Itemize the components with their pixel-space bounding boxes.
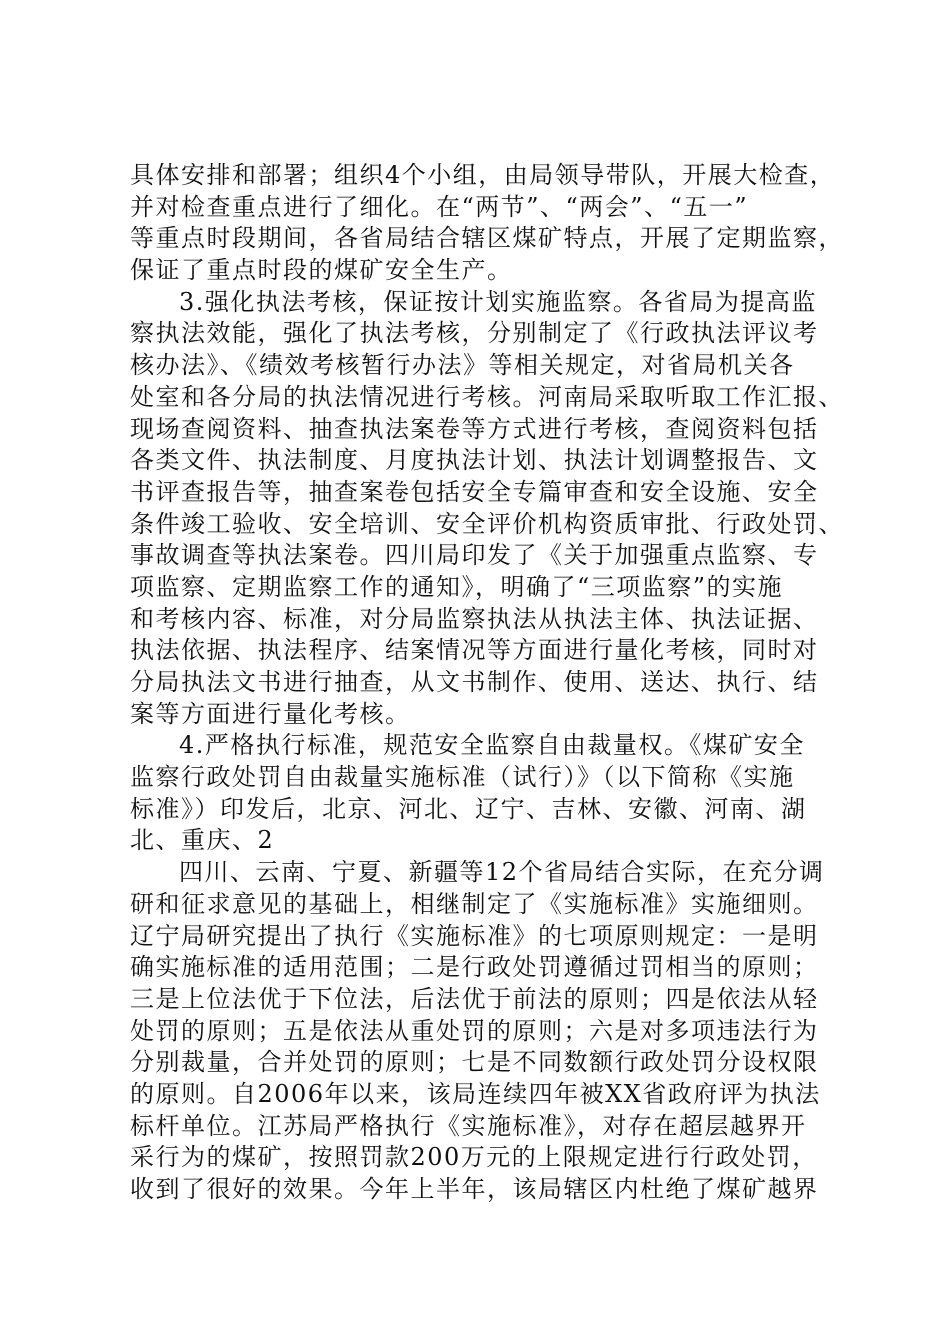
- text-line: 处罚的原则；五是依法从重处罚的原则；六是对多项违法行为: [130, 1016, 819, 1045]
- text-line: 等重点时段期间，各省局结合辖区煤矿特点，开展了定期监察，: [130, 224, 844, 253]
- text-line: 案等方面进行量化考核。: [130, 699, 411, 728]
- text-line: 四川、云南、宁夏、新疆等12个省局结合实际，在充分调: [179, 858, 825, 887]
- text-line: 三是上位法优于下位法，后法优于前法的原则；四是依法从轻: [130, 984, 819, 1013]
- text-line: 处室和各分局的执法情况进行考核。河南局采取听取工作汇报、: [130, 382, 844, 411]
- text-line: 察执法效能，强化了执法考核，分别制定了《行政执法评议考: [130, 319, 819, 348]
- text-line: 标杆单位。江苏局严格执行《实施标准》，对存在超层越界开: [130, 1111, 807, 1140]
- text-line: 确实施标准的适用范围；二是行政处罚遵循过罚相当的原则；: [130, 953, 819, 982]
- text-line: 核办法》、《绩效考核暂行办法》等相关规定，对省局机关各: [130, 351, 795, 380]
- text-line: 4.严格执行标准，规范安全监察自由裁量权。《煤矿安全: [179, 731, 805, 760]
- text-line: 3.强化执法考核，保证按计划实施监察。各省局为提高监: [179, 287, 817, 316]
- text-line: 项监察、定期监察工作的通知》，明确了“三项监察”的实施: [130, 572, 784, 601]
- text-line: 采行为的煤矿，按照罚款200万元的上限规定进行行政处罚，: [130, 1143, 818, 1172]
- text-line: 分别裁量，合并处罚的原则；七是不同数额行政处罚分设权限: [130, 1048, 819, 1077]
- text-line: 条件竣工验收、安全培训、安全评价机构资质审批、行政处罚、: [130, 509, 844, 538]
- text-line: 并对检查重点进行了细化。在“两节”、“两会”、“五一”: [130, 192, 749, 221]
- text-line: 辽宁局研究提出了执行《实施标准》的七项原则规定：一是明: [130, 921, 819, 950]
- text-line: 具体安排和部署；组织4个小组，由局领导带队，开展大检查，: [130, 161, 836, 189]
- text-line: 现场查阅资料、抽查执法案卷等方式进行考核，查阅资料包括: [130, 414, 819, 443]
- text-line: 各类文件、执法制度、月度执法计划、执法计划调整报告、文: [130, 446, 819, 475]
- text-line: 和考核内容、标准，对分局监察执法从执法主体、执法证据、: [130, 604, 819, 633]
- text-line: 监察行政处罚自由裁量实施标准（试行）》（以下简称《实施: [130, 763, 795, 792]
- text-line: 执法依据、执法程序、结案情况等方面进行量化考核，同时对: [130, 636, 819, 665]
- text-line: 收到了很好的效果。今年上半年，该局辖区内杜绝了煤矿越界: [130, 1175, 819, 1203]
- text-line: 的原则。自2006年以来，该局连续四年被XX省政府评为执法: [130, 1079, 821, 1108]
- text-line: 北、重庆、2: [130, 826, 275, 855]
- document-body-text: [130, 160, 844, 1206]
- text-line: 书评查报告等，抽查案卷包括安全专篇审查和安全设施、安全: [130, 477, 819, 506]
- text-line: 研和征求意见的基础上，相继制定了《实施标准》实施细则。: [130, 889, 819, 918]
- text-line: 事故调查等执法案卷。四川局印发了《关于加强重点监察、专: [130, 541, 819, 570]
- text-line: 保证了重点时段的煤矿安全生产。: [130, 256, 513, 285]
- text-line: 分局执法文书进行抽查，从文书制作、使用、送达、执行、结: [130, 668, 819, 696]
- text-line: 标准》）印发后，北京、河北、辽宁、吉林、安徽、河南、湖: [130, 794, 807, 823]
